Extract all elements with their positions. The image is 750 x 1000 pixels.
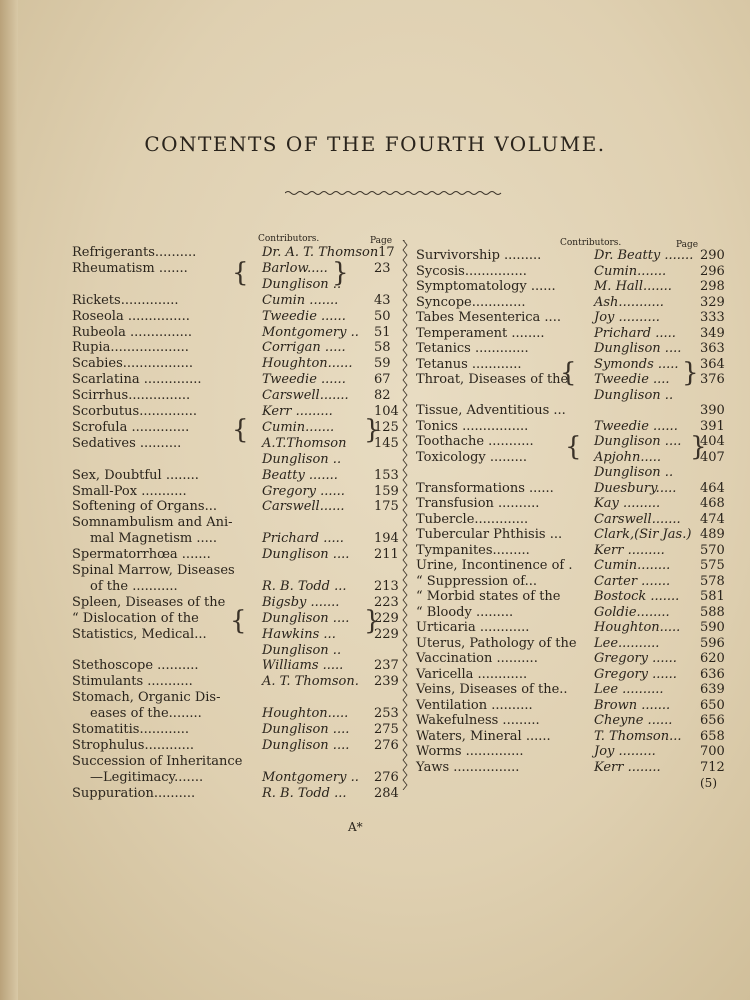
right-contributor: Dunglison .... <box>594 434 682 449</box>
right-page-number: 575 <box>700 558 725 573</box>
right-subject: Urine, Incontinence of . <box>416 558 573 573</box>
left-subject: Stethoscope .......... <box>72 658 199 674</box>
brace-toxicology: { <box>565 432 582 462</box>
brace-rheumatism: { <box>232 258 249 288</box>
left-page-number: 50 <box>374 308 391 324</box>
right-subject: Transfusion .......... <box>416 496 540 511</box>
right-page-number: 349 <box>700 325 725 341</box>
right-subject: Tetanics ............. <box>416 341 529 356</box>
right-page-number: 333 <box>700 310 725 325</box>
ornamental-rule <box>285 190 503 196</box>
left-page-number: 276 <box>374 737 399 753</box>
left-contributor: Carswell...... <box>262 499 345 515</box>
right-contributor: Apjohn..... <box>594 449 661 465</box>
right-contributor: Brown ....... <box>594 697 671 713</box>
left-page-number: 67 <box>374 372 391 388</box>
left-contributor: Dunglison .... <box>262 737 350 753</box>
left-contributor: Dunglison .. <box>262 276 342 292</box>
left-subject: Statistics, Medical... <box>72 626 207 642</box>
right-subject: Tabes Mesenterica .... <box>416 310 561 325</box>
brace-throat: { <box>560 358 577 388</box>
right-subject: Wakefulness ......... <box>416 713 540 728</box>
left-subject: Scrofula .............. <box>72 419 190 435</box>
page-number: (5) <box>700 776 717 790</box>
left-subject: Softening of Organs... <box>72 499 217 515</box>
left-contributor: Montgomery .. <box>262 769 359 785</box>
right-page-number: 590 <box>700 620 725 635</box>
left-page-number: 211 <box>374 547 399 563</box>
right-contributor: Joy .......... <box>594 310 660 325</box>
right-subject: Urticaria ............ <box>416 620 530 635</box>
right-page-number: 588 <box>700 604 725 620</box>
left-page-number: 275 <box>374 722 399 737</box>
left-contributor: Hawkins ... <box>262 626 336 642</box>
left-subject: Scabies................. <box>72 356 194 372</box>
right-page-number: 656 <box>700 713 725 728</box>
right-page-number: 363 <box>700 341 725 356</box>
right-contributor: Houghton..... <box>594 620 681 635</box>
right-subject: Tympanites......... <box>416 542 530 558</box>
right-subject: “ Morbid states of the <box>416 589 561 604</box>
right-page-number: 404 <box>700 434 725 449</box>
left-page-number: .17 <box>374 245 395 260</box>
right-subject: Syncope............. <box>416 294 526 310</box>
left-page-number: 253 <box>374 706 399 722</box>
right-page-number: 376 <box>700 372 725 387</box>
left-page-number: 175 <box>374 499 399 515</box>
left-subject: Small-Pox ........... <box>72 483 187 499</box>
left-page-number: 59 <box>374 356 391 372</box>
right-page-number: 489 <box>700 527 725 542</box>
left-page-number: 104 <box>374 404 399 419</box>
right-subject: Tubercle............. <box>416 511 529 527</box>
right-page-number: 639 <box>700 682 725 697</box>
right-contributor: Gregory ...... <box>594 651 677 666</box>
left-subject: Stimulants ........... <box>72 674 193 690</box>
left-contributor: Gregory ...... <box>262 483 345 499</box>
right-page-number: 468 <box>700 496 725 511</box>
left-subject: of the ........... <box>90 578 178 594</box>
right-subject: Survivorship ......... <box>416 248 542 263</box>
left-contributor: R. B. Todd ... <box>262 785 347 801</box>
left-page-number: 229 <box>374 610 399 626</box>
right-page-number: 596 <box>700 635 725 651</box>
right-subject: Tetanus ............ <box>416 356 522 372</box>
right-contributor: Dr. Beatty ....... <box>594 248 694 263</box>
left-contributor: Tweedie ...... <box>262 372 346 388</box>
right-subject: Veins, Diseases of the.. <box>416 682 568 697</box>
left-contributor: Dunglison .. <box>262 451 342 467</box>
right-contributor: Goldie........ <box>594 604 670 620</box>
left-page-number: 229 <box>374 626 399 642</box>
left-contributor: Dr. A. T. Thomson <box>262 245 379 260</box>
right-subject: Varicella ............ <box>416 666 528 682</box>
right-contributor: Prichard ..... <box>594 325 676 341</box>
left-subject: Stomatitis............ <box>72 722 190 737</box>
right-contributor: Lee.......... <box>594 635 660 651</box>
right-contributor: Carswell....... <box>594 511 681 527</box>
right-subject: Symptomatology ...... <box>416 279 556 294</box>
left-subject: Scarlatina .............. <box>72 372 202 388</box>
left-subject: Strophulus............ <box>72 737 195 753</box>
right-page-header: Page <box>676 240 699 250</box>
left-page-number: 51 <box>374 324 391 340</box>
left-contributor: Houghton...... <box>262 356 353 372</box>
right-subject: Uterus, Pathology of the <box>416 635 577 651</box>
right-page-number: 570 <box>700 542 725 558</box>
right-page-number: 650 <box>700 697 725 713</box>
left-contributor: Corrigan ..... <box>262 340 346 356</box>
left-contributor: A. T. Thomson. <box>262 674 359 690</box>
left-contributors-header: Contributors. <box>258 234 320 244</box>
left-contributor: Kerr ......... <box>262 404 333 419</box>
brace-rheumatism-contrib: } <box>332 258 349 288</box>
brace-throat-contrib: } <box>682 358 699 388</box>
left-subject: Stomach, Organic Dis- <box>72 690 221 706</box>
left-page-number: 223 <box>374 594 399 610</box>
right-subject: Yaws ................ <box>416 759 520 775</box>
left-subject: Suppuration.......... <box>72 785 196 801</box>
right-contributor: Tweedie .... <box>594 372 670 387</box>
left-page-number: 239 <box>374 674 399 690</box>
right-page-number: 581 <box>700 589 725 604</box>
right-subject: Temperament ........ <box>416 325 545 341</box>
right-subject: “ Suppression of... <box>416 573 538 589</box>
left-page-number: 276 <box>374 769 399 785</box>
right-contributor: Dunglison .. <box>594 465 674 480</box>
right-page-number: 329 <box>700 294 725 310</box>
left-page-number: 125 <box>374 419 399 435</box>
right-contributor: Lee .......... <box>594 682 664 697</box>
left-contributor: Cumin ....... <box>262 292 339 308</box>
left-subject: Rubeola ............... <box>72 324 193 340</box>
left-subject: Spleen, Diseases of the <box>72 594 226 610</box>
brace-sedatives: { <box>232 415 249 445</box>
left-subject: —Legitimacy....... <box>90 769 204 785</box>
right-contributor: Kerr ........ <box>594 759 661 775</box>
left-contributor: Williams ..... <box>262 658 344 674</box>
left-subject: Rheumatism ....... <box>72 260 188 276</box>
left-contributor: Montgomery .. <box>262 324 359 340</box>
left-page-number: 237 <box>374 658 399 674</box>
left-page-number: 213 <box>374 578 399 594</box>
right-page-number: 474 <box>700 511 725 527</box>
right-page-number: 620 <box>700 651 725 666</box>
right-subject: Throat, Diseases of the <box>416 372 569 387</box>
left-subject: Roseola ............... <box>72 308 190 324</box>
right-page-number: 296 <box>700 263 725 279</box>
left-subject: Refrigerants.......... <box>72 245 197 260</box>
right-page-number: 407 <box>700 449 725 465</box>
right-page-number: 390 <box>700 403 725 418</box>
right-page-number: 391 <box>700 418 725 434</box>
right-page-number: 364 <box>700 356 725 372</box>
right-contributor: Bostock ....... <box>594 589 680 604</box>
right-subject: Ventilation .......... <box>416 697 533 713</box>
left-subject: eases of the........ <box>90 706 202 722</box>
left-subject: Spermatorrhœa ....... <box>72 547 211 563</box>
right-contributors-header: Contributors. <box>560 238 622 248</box>
right-subject: Toxicology ......... <box>416 449 528 465</box>
right-contributor: Clark,(Sir Jas.) <box>594 527 692 542</box>
left-subject: Succession of Inheritance <box>72 753 243 769</box>
right-contributor: Dunglison .. <box>594 387 674 403</box>
left-page-number: 284 <box>374 785 399 801</box>
left-page-number: 159 <box>374 483 399 499</box>
right-page-number: 464 <box>700 480 725 496</box>
left-contributor: Cumin....... <box>262 419 335 435</box>
column-divider <box>402 240 408 790</box>
left-subject: Rupia................... <box>72 340 189 356</box>
right-contributor: Cumin....... <box>594 263 667 279</box>
left-subject: Sedatives .......... <box>72 435 182 451</box>
left-subject: Sex, Doubtful ........ <box>72 467 199 483</box>
right-subject: Toothache ........... <box>416 434 534 449</box>
left-subject: Spinal Marrow, Diseases <box>72 563 235 578</box>
left-contributor: Dunglison .... <box>262 610 350 626</box>
left-page-number: 145 <box>374 435 399 451</box>
left-page-number: 194 <box>374 531 399 547</box>
right-contributor: Ash........... <box>594 294 664 310</box>
left-page-number: 153 <box>374 467 399 483</box>
right-subject: Tissue, Adventitious ... <box>416 403 566 418</box>
left-subject: Rickets.............. <box>72 292 179 308</box>
left-page-number: 58 <box>374 340 391 356</box>
right-contributor: Gregory ...... <box>594 666 677 682</box>
right-page-number: 578 <box>700 573 725 589</box>
right-contributor: Carter ....... <box>594 573 671 589</box>
right-subject: Worms .............. <box>416 744 524 759</box>
right-contributor: Duesbury..... <box>594 480 677 496</box>
brace-statistics: { <box>230 606 247 636</box>
left-contributor: Prichard ..... <box>262 531 344 547</box>
right-page-number: 298 <box>700 279 725 294</box>
right-subject: Waters, Mineral ...... <box>416 728 551 744</box>
left-subject: mal Magnetism ..... <box>90 531 217 547</box>
right-page-number: 290 <box>700 248 725 263</box>
left-contributor: Dunglison .. <box>262 642 342 658</box>
left-page-number: 82 <box>374 388 391 404</box>
right-contributor: Dunglison .... <box>594 341 682 356</box>
right-subject: Tubercular Phthisis ... <box>416 527 563 542</box>
right-contributor: Kay ......... <box>594 496 661 511</box>
left-subject: Somnambulism and Ani- <box>72 515 233 531</box>
left-subject: Scorbutus.............. <box>72 404 198 419</box>
right-contributor: M. Hall....... <box>594 279 672 294</box>
right-page-number: 658 <box>700 728 725 744</box>
left-contributor: Barlow..... <box>262 260 328 276</box>
left-page-header: Page <box>370 236 393 246</box>
left-contributor: Dunglison .... <box>262 722 350 737</box>
right-subject: Sycosis............... <box>416 263 527 279</box>
left-contributor: Bigsby ....... <box>262 594 340 610</box>
brace-statistics-contrib: } <box>364 606 381 636</box>
right-subject: Tonics ................ <box>416 418 529 434</box>
brace-toxicology-contrib: } <box>690 432 707 462</box>
right-page-number: 700 <box>700 744 725 759</box>
right-subject: “ Bloody ......... <box>416 604 514 620</box>
left-contributor: Tweedie ...... <box>262 308 346 324</box>
right-contributor: Tweedie ...... <box>594 418 678 434</box>
right-page-number: 712 <box>700 759 725 775</box>
signature-mark: A* <box>348 820 363 834</box>
left-contributor: Carswell....... <box>262 388 349 404</box>
page-title: CONTENTS OF THE FOURTH VOLUME. <box>144 132 606 156</box>
left-contributor: Houghton..... <box>262 706 349 722</box>
right-subject: Vaccination .......... <box>416 651 538 666</box>
left-contributor: R. B. Todd ... <box>262 578 347 594</box>
right-contributor: T. Thomson... <box>594 728 682 744</box>
right-contributor: Kerr ......... <box>594 542 665 558</box>
right-contributor: Symonds ..... <box>594 356 679 372</box>
right-contributor: Cheyne ...... <box>594 713 673 728</box>
right-contributor: Joy ......... <box>594 744 656 759</box>
left-contributor: Dunglison .... <box>262 547 350 563</box>
brace-sedatives-contrib: } <box>364 415 381 445</box>
right-page-number: 636 <box>700 666 725 682</box>
left-subject: “ Dislocation of the <box>72 610 199 626</box>
right-subject: Transformations ...... <box>416 480 554 496</box>
left-page-number: 43 <box>374 292 391 308</box>
left-contributor: Beatty ....... <box>262 467 338 483</box>
left-contributor: A.T.Thomson <box>262 435 347 451</box>
left-page-number: 23 <box>374 260 391 276</box>
left-subject: Scirrhus............... <box>72 388 191 404</box>
right-contributor: Cumin........ <box>594 558 671 573</box>
